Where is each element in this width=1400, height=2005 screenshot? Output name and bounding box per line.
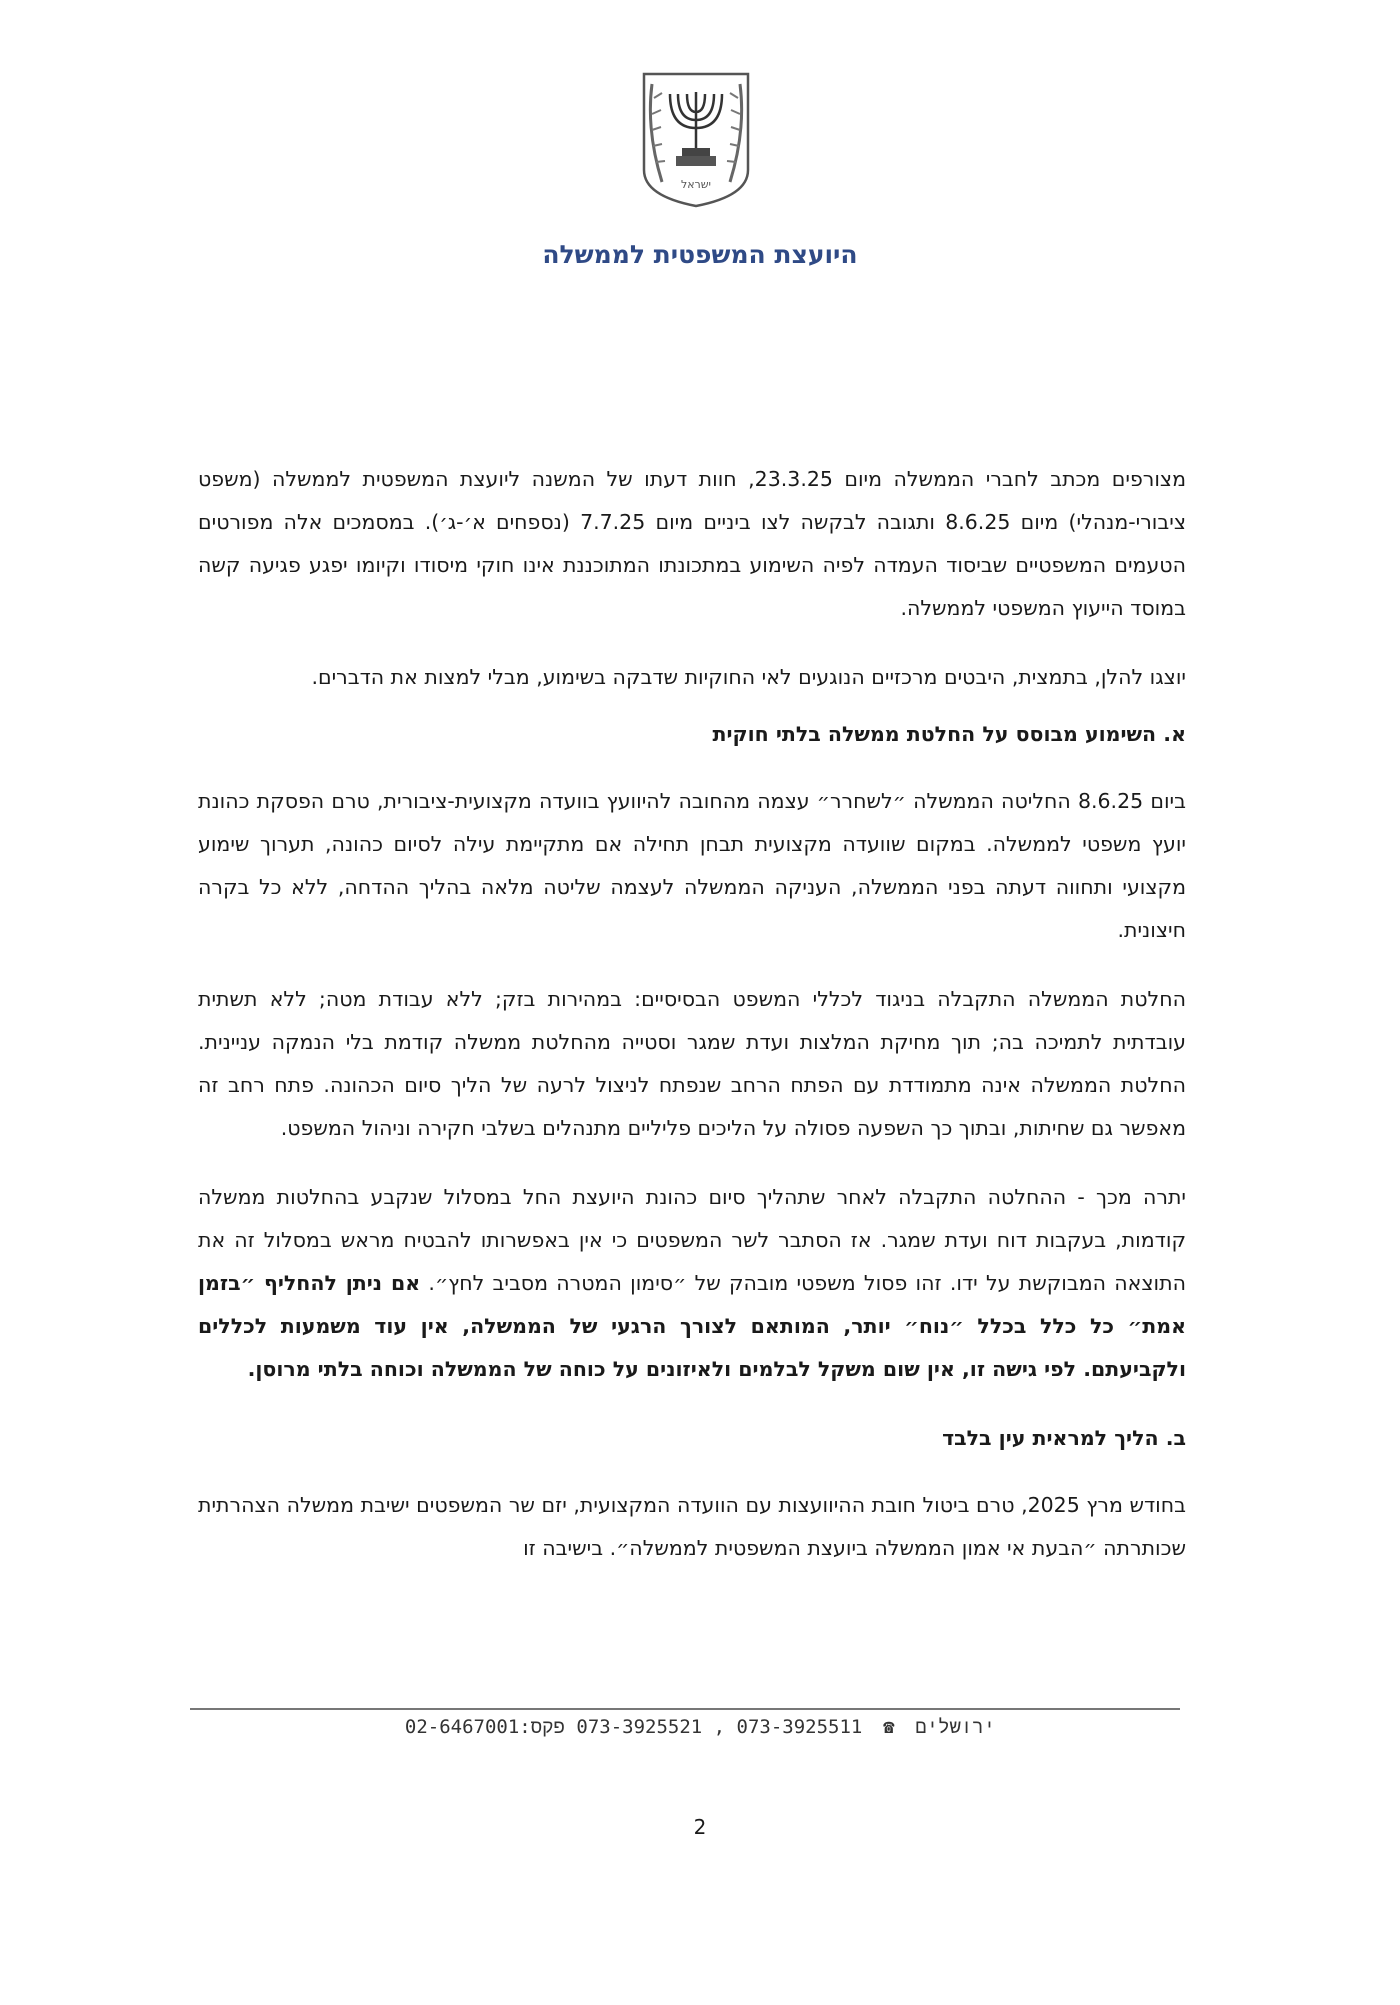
paragraph-basic-law-violation: החלטת הממשלה התקבלה בניגוד לכללי המשפט הבסיסיים: במהירות בזק; ללא עבודת מטה; ללא תשתית עובדתית לתמיכה בה; תוך מחיקת המלצות ועדת שמגר וסטייה מהחלטת ממשלה קודמת בלי הנמקה עניינית. החלטת הממשלה אינה מתמודדת עם הפתח הרחב שנפתח לניצול לרעה של הליך סיום הכהונה. פתח רחב זה מאפשר גם שחיתות, ובתוך כך השפעה פסולה על הליכים פליליים מתנהלים בשלבי חקירה וניהול המשפט. — [198, 987, 1186, 1140]
paragraph-attachments: מצורפים מכתב לחברי הממשלה מיום 23.3.25, חוות דעתו של המשנה ליועצת המשפטית לממשלה (משפט ציבורי-מנהלי) מיום 8.6.25 ותגובה לבקשה לצו ביניים מיום 7.7.25 (נספחים א׳-ג׳). במסמכים אלה מפורטים הטעמים המשפטיים שביסוד העמדה לפיה השימוע במתכונתו המתוכננת אינו חוקי מיסודו וקיומו יפגע פגיעה קשה במוסד הייעוץ המשפטי לממשלה. — [198, 467, 1186, 620]
footer-city: ירושלים — [915, 1716, 996, 1738]
state-emblem-icon — [640, 70, 752, 210]
telephone-icon: ☎ — [883, 1716, 895, 1738]
letter-body — [198, 458, 1186, 1596]
paragraph-march-2025: בחודש מרץ 2025, טרם ביטול חובת ההיוועצות עם הוועדה המקצועית, יזם שר המשפטים ישיבת ממשלה הצהרתית שכותרתה ״הבעת אי אמון הממשלה ביועצת המשפטית לממשלה״. בישיבה זו — [198, 1493, 1186, 1560]
office-title: היועצת המשפטית לממשלה — [542, 240, 858, 269]
paragraph-moreover-bold: אם ניתן להחליף ״בזמן אמת״ כל כלל בכלל ״נוח״ יותר, המותאם לצורך הרגעי של הממשלה, אין עוד משמעות לכללים ולקביעתם. לפי גישה זו, אין שום משקל לבלמים ולאיזונים על כוחה של הממשלה וכוחה בלתי מרוסן. — [198, 1271, 1186, 1381]
footer-contact — [0, 1716, 1400, 1739]
page-number: 2 — [693, 1815, 707, 1839]
paragraph-summary-intro: יוצגו להלן, בתמצית, היבטים מרכזיים הנוגעים לאי החוקיות שדבקה בשימוע, מבלי למצות את הדברים. — [311, 665, 1186, 689]
section-heading-b: ב. הליך למראית עין בלבד — [942, 1426, 1186, 1450]
paragraph-moreover — [198, 1176, 1186, 1391]
footer-fax: פקס:02-6467001 — [404, 1716, 565, 1738]
footer-phones: 073-3925511 , 073-3925521 — [576, 1716, 863, 1738]
footer-divider — [190, 1708, 1180, 1710]
section-heading-a: א. השימוע מבוסס על החלטת ממשלה בלתי חוקית — [712, 722, 1186, 746]
paragraph-moreover-text: יתרה מכך - ההחלטה התקבלה לאחר שתהליך סיום כהונת היועצת החל במסלול שנקבע בהחלטות ממשלה קודמות, בעקבות דוח ועדת שמגר. אז הסתבר לשר המשפטים כי אין באפשרותו להבטיח מראש במסלול זה את התוצאה המבוקשת על ידו. זהו פסול משפטי מובהק של ״סימון המטרה מסביב לחץ״. — [198, 1185, 1186, 1295]
paragraph-government-decision: ביום 8.6.25 החליטה הממשלה ״לשחרר״ עצמה מהחובה להיוועץ בוועדה מקצועית-ציבורית, טרם הפסקת כהונת יועץ משפטי לממשלה. במקום שוועדה מקצועית תבחן תחילה אם מתקיימת עילה לסיום כהונה, תערוך שימוע מקצועי ותחווה דעתה בפני הממשלה, העניקה הממשלה לעצמה שליטה מלאה בהליך ההדחה, ללא כל בקרה חיצונית. — [198, 789, 1186, 942]
svg-text:ישראל: ישראל — [680, 178, 712, 191]
